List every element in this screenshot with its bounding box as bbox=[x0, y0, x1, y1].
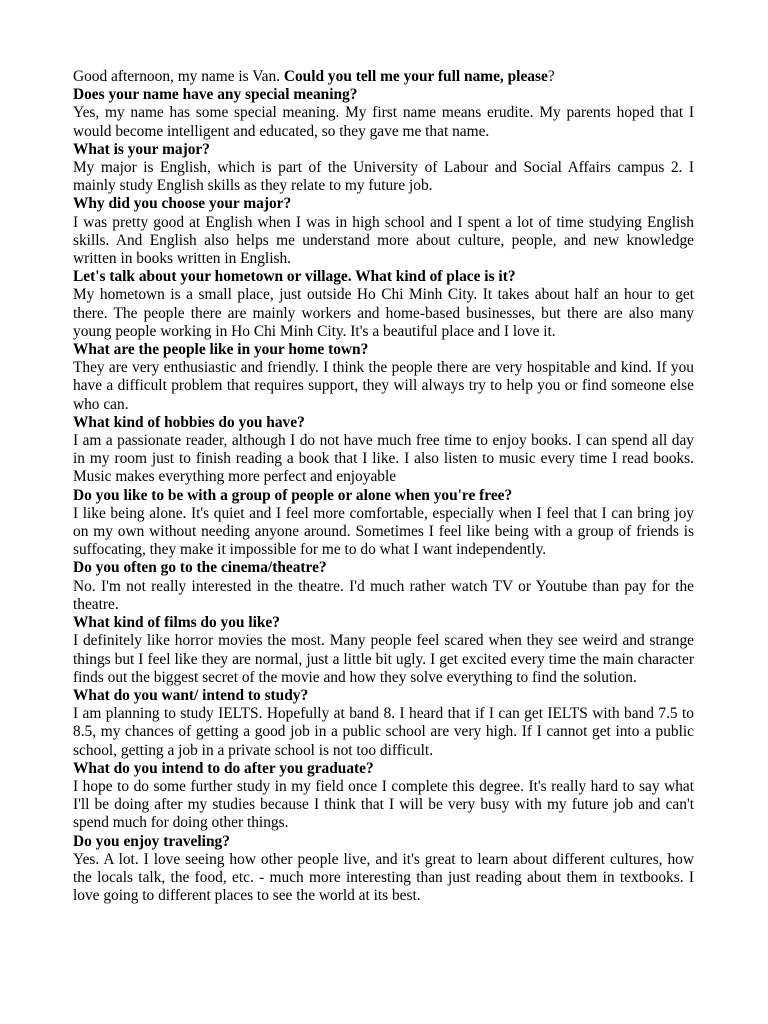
answer-traveling: Yes. A lot. I love seeing how other people live, and it's great to learn about different cultures, how the locals talk, the food, etc. - much more interesting than just reading about them in textbooks. I love going to different places to see the world at its best. bbox=[73, 850, 694, 905]
intro-question: Could you tell me your full name, please bbox=[283, 68, 548, 85]
answer-hometown-people: They are very enthusiastic and friendly. I think the people there are very hospitable and kind. If you have a difficult problem that requires support, they will always try to help you or find someone else who can. bbox=[73, 359, 694, 413]
answer-why-major: I was pretty good at English when I was in high school and I spent a lot of time studying English skills. And English also helps me understand more about culture, people, and new knowledge written in books written in English. bbox=[73, 213, 694, 268]
answer-films: I definitely like horror movies the most. Many people feel scared when they see weird and strange things but I feel like they are normal, just a little bit ugly. I get excited every time the main character finds out the biggest secret of the movie and how they solve everything to find the solution. bbox=[73, 632, 694, 686]
answer-study-intent: I am planning to study IELTS. Hopefully at band 8. I heard that if I can get IELTS with band 7.5 to 8.5, my chances of getting a good job in a public school are very high. If I cannot get into a public school, getting a job in a private school is not too difficult. bbox=[73, 705, 694, 759]
answer-name-meaning: Yes, my name has some special meaning. My first name means erudite. My parents hoped that I would become intelligent and educated, so they gave me that name. bbox=[73, 104, 694, 140]
answer-group-or-alone: I like being alone. It's quiet and I feel more comfortable, especially when I feel that I can bring joy on my own without needing anyone around. Sometimes I feel like being with a group of friends is suffocating, they make it impossible for me to do what I want independently. bbox=[73, 504, 694, 559]
intro-greeting: Good afternoon, my name is Van. bbox=[73, 68, 284, 85]
answer-after-graduation: I hope to do some further study in my field once I complete this degree. It's really hard to say what I'll be doing after my studies because I think that I will be very busy with my future job and can't spend much for doing other things. bbox=[73, 777, 694, 832]
question-after-graduation: What do you intend to do after you graduate? bbox=[73, 759, 374, 777]
question-name-meaning: Does your name have any special meaning? bbox=[73, 86, 358, 104]
intro-question-mark: ? bbox=[547, 68, 555, 85]
question-why-major: Why did you choose your major? bbox=[73, 195, 292, 213]
question-traveling: Do you enjoy traveling? bbox=[73, 832, 230, 850]
question-hometown-people: What are the people like in your home town? bbox=[73, 341, 369, 359]
answer-hobbies: I am a passionate reader, although I do not have much free time to enjoy books. I can spend all day in my room just to finish reading a book that I like. I also listen to music every time I read books. Music makes everything more perfect and enjoyable bbox=[73, 432, 694, 486]
question-major: What is your major? bbox=[73, 140, 210, 158]
document-page bbox=[73, 68, 694, 905]
intro-line bbox=[73, 68, 694, 86]
question-study-intent: What do you want/ intend to study? bbox=[73, 686, 309, 704]
question-group-or-alone: Do you like to be with a group of people or alone when you're free? bbox=[73, 486, 513, 504]
answer-hometown: My hometown is a small place, just outside Ho Chi Minh City. It takes about half an hour to get there. The people there are mainly workers and home-based businesses, but there are also many young people working in Ho Chi Minh City. It's a beautiful place and I love it. bbox=[73, 286, 694, 340]
question-hometown: Let's talk about your hometown or village. What kind of place is it? bbox=[73, 268, 516, 286]
answer-cinema: No. I'm not really interested in the theatre. I'd much rather watch TV or Youtube than pay for the theatre. bbox=[73, 577, 694, 613]
question-hobbies: What kind of hobbies do you have? bbox=[73, 413, 305, 431]
question-cinema: Do you often go to the cinema/theatre? bbox=[73, 559, 327, 577]
question-films: What kind of films do you like? bbox=[73, 614, 280, 632]
answer-major: My major is English, which is part of the University of Labour and Social Affairs campus 2. I mainly study English skills as they relate to my future job. bbox=[73, 159, 694, 195]
